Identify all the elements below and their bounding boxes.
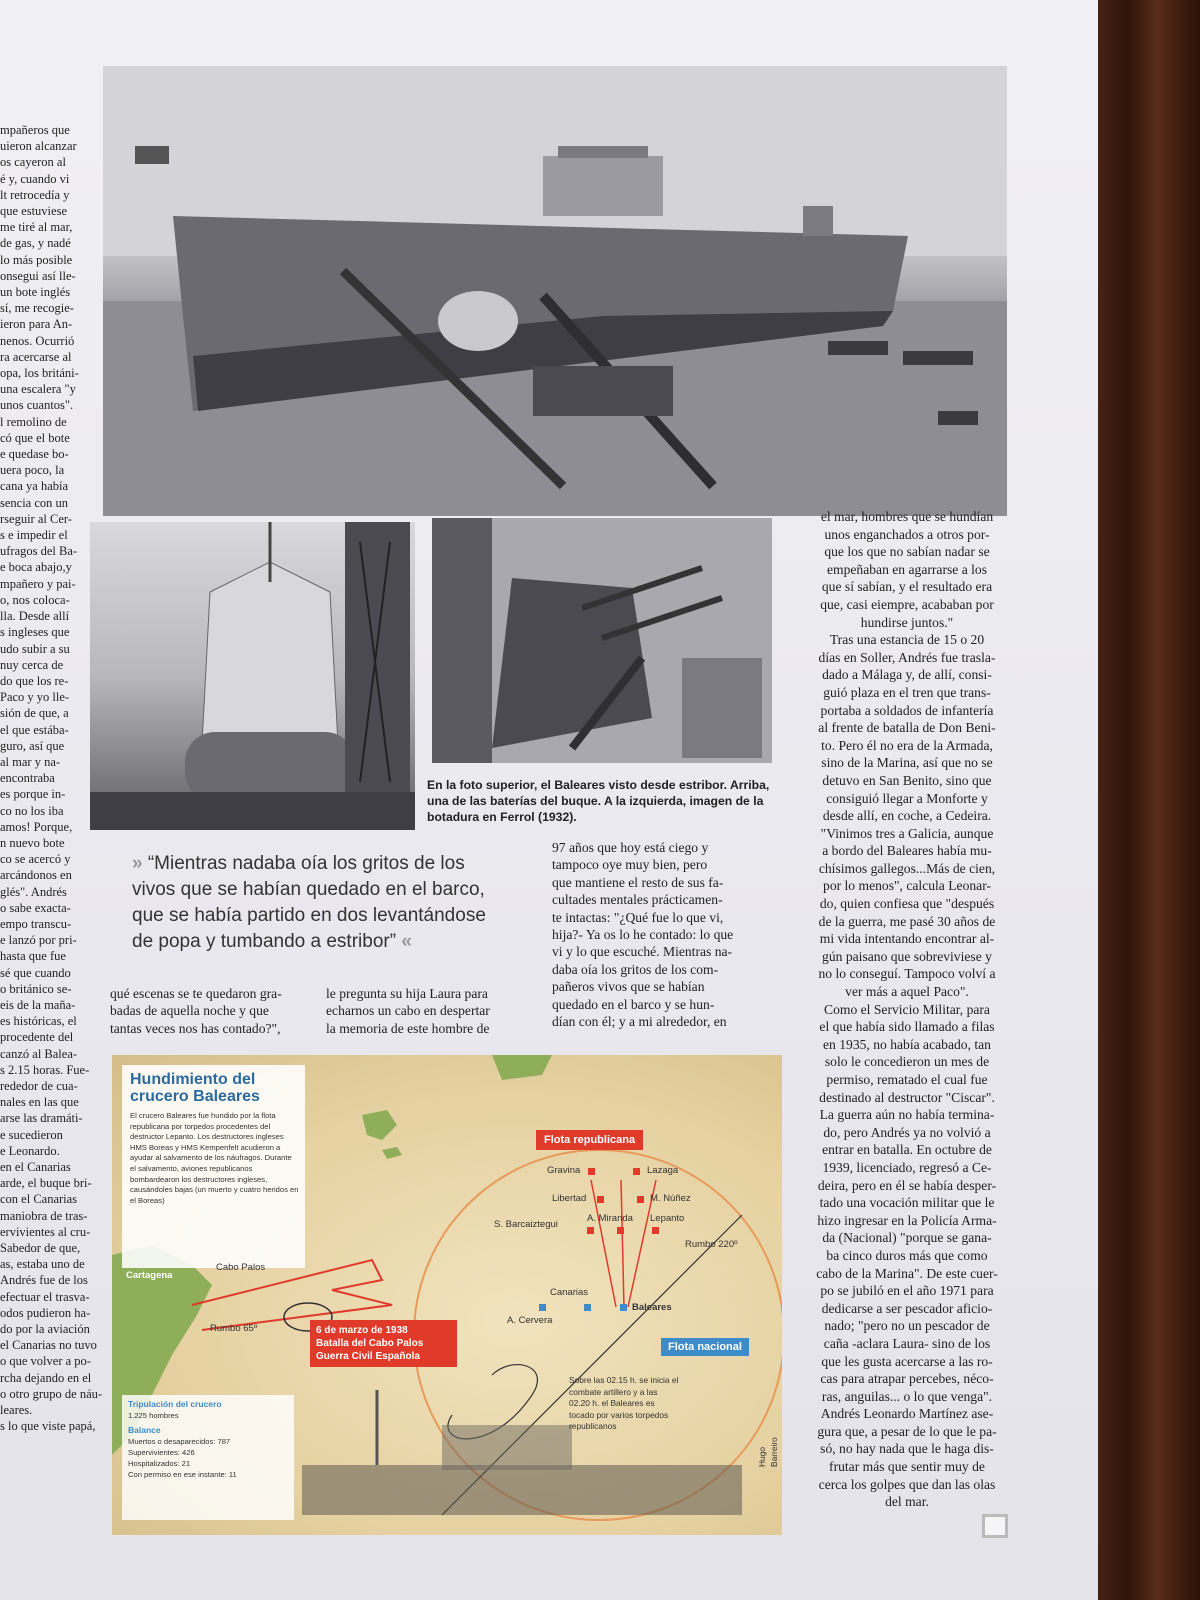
ship-marker xyxy=(597,1196,604,1203)
text-line: dedicarse a ser pescador aficio- xyxy=(821,1300,993,1316)
text-line: canzó al Balea- xyxy=(0,1046,78,1061)
text-line: e Leonardo. xyxy=(0,1143,60,1158)
text-line: lo más posible xyxy=(0,252,73,267)
text-line: l remolino de xyxy=(0,414,67,429)
infographic-title-1: Hundimiento del xyxy=(130,1071,256,1088)
text-line: sé que cuando xyxy=(0,965,71,980)
date-line: 6 de marzo de 1938 xyxy=(316,1325,408,1336)
text-line: una escalera "y xyxy=(0,382,76,397)
date-battle-box xyxy=(310,1320,457,1367)
text-line: guió plaza en el tren que trans- xyxy=(823,684,991,700)
war-line: Guerra Civil Española xyxy=(316,1351,420,1362)
text-line: a bordo del Baleares había mu- xyxy=(822,843,992,859)
text-line: unos enganchados a otros por- xyxy=(824,526,990,542)
text-line: del mar. xyxy=(885,1494,929,1510)
text-line: cerca los golpes que dan las olas xyxy=(818,1476,996,1492)
text-line: ba cinco duros más que como xyxy=(826,1247,988,1263)
ship-gravina: Gravina xyxy=(547,1165,581,1176)
text-line: ras, anguilas... o lo que venga". xyxy=(821,1388,993,1404)
pull-quote-text: “Mientras nadaba oía los gritos de los vivos que se habían quedado en el barco, que se había partido en dos levantándose de popa y tumbando a estribor” xyxy=(132,853,486,952)
ship-marker xyxy=(620,1304,627,1311)
text-line: ver más a aquel Paco". xyxy=(845,984,969,1000)
text-line: rcha dejando en el xyxy=(0,1370,92,1385)
text-line: lt retrocedía y xyxy=(0,187,70,202)
balance-item: Supervivientes: 426 xyxy=(128,1448,195,1457)
ship-baleares: Baleares xyxy=(632,1302,672,1313)
text-line: el que había sido llamado a filas xyxy=(819,1019,995,1035)
text-line: cabo de la Marina". De este cuer- xyxy=(816,1265,998,1281)
text-line: detuvo en San Benito, sino que xyxy=(822,772,992,788)
crew-value: 1.225 hombres xyxy=(128,1411,179,1420)
text-line: eis de la maña- xyxy=(0,997,76,1012)
text-line: có que el bote xyxy=(0,430,70,445)
mid-text-col1 xyxy=(110,985,310,1037)
flota-republicana-label: Flota republicana xyxy=(536,1130,643,1150)
text-line: sencia con un xyxy=(0,495,69,510)
text-line: o que volver a po- xyxy=(0,1354,91,1369)
text-line: tantas veces nos has contado?", xyxy=(110,1020,281,1036)
ship-battery-photo xyxy=(432,518,772,763)
text-line: empo transcu- xyxy=(0,916,72,931)
ship-libertad: Libertad xyxy=(552,1193,587,1204)
text-line: leares. xyxy=(0,1403,33,1418)
battle-line: Batalla del Cabo Palos xyxy=(316,1338,424,1349)
text-line: onsegui así lle- xyxy=(0,268,76,283)
infographic-intro: El crucero Baleares fue hundido por la flota republicana por torpedos procedentes del destructor Lepanto. Los destructores ingleses HMS Boreas y HMS Kempenfelt acudieron a ayudar al salvamento de los náufragos. Durante el salvamento, aviones republicanos bombardearon los destructores ingleses, causándoles bajas (un muerto y cuatro heridos en el Boreas) xyxy=(130,1111,299,1205)
text-line: quedado en el barco y se hun- xyxy=(552,996,715,1012)
text-line: ufragos del Ba- xyxy=(0,544,78,559)
rumbo-220: Rumbo 220º xyxy=(685,1239,738,1250)
text-line: ervivientes al cru- xyxy=(0,1224,91,1239)
ship-marker xyxy=(637,1196,644,1203)
text-line: s ingleses que xyxy=(0,625,70,640)
text-line: da (Nacional) "porque se gana- xyxy=(822,1230,992,1246)
graphic-credit: Hugo Barreiro xyxy=(757,1437,779,1467)
text-line: destinado al destructor "Ciscar". xyxy=(819,1089,995,1105)
text-line: en el Canarias xyxy=(0,1160,71,1174)
text-line: el mar, hombres que se hundían xyxy=(820,509,994,524)
ship-m-nunez: M. Núñez xyxy=(650,1193,691,1204)
mid-text-col2 xyxy=(326,985,546,1037)
text-line: Andrés Leonardo Martínez ase- xyxy=(820,1406,994,1422)
ship-marker xyxy=(652,1227,659,1234)
text-line: que, casi eiempre, acababan por xyxy=(820,596,994,612)
text-line: s e impedir el xyxy=(0,528,68,543)
text-line: gún paisano que sobreviviese y xyxy=(822,948,992,964)
text-line: me tiré al mar, xyxy=(0,220,73,235)
text-line: udo subir a su xyxy=(0,641,70,656)
text-line: efectuar el trasva- xyxy=(0,1289,90,1304)
ship-lazaga: Lazaga xyxy=(647,1165,679,1176)
text-line: é y, cuando vi xyxy=(0,171,70,186)
balance-item: Muertos o desaparecidos: 787 xyxy=(128,1437,231,1446)
text-line: do, quien confiesa que "después xyxy=(819,896,995,912)
text-line: e boca abajo,y xyxy=(0,560,72,575)
text-line: rseguir al Cer- xyxy=(0,511,72,526)
text-line: cultades mentales prácticamen- xyxy=(552,892,723,908)
text-line: unos cuantos". xyxy=(0,398,74,413)
text-line: maniobra de tras- xyxy=(0,1208,88,1223)
text-line: e lanzó por pri- xyxy=(0,933,77,948)
text-line: amos! Porque, xyxy=(0,819,73,834)
ship-a-cervera: A. Cervera xyxy=(507,1315,553,1326)
text-line: o, nos coloca- xyxy=(0,592,70,607)
text-line: rededor de cua- xyxy=(0,1078,78,1093)
text-line: opa, los británi- xyxy=(0,366,79,381)
ship-s-barcaiztegui: S. Barcaiztegui xyxy=(494,1219,558,1230)
text-line: qué escenas se te quedaron gra- xyxy=(110,986,282,1001)
text-line: cana ya había xyxy=(0,479,69,494)
text-line: que los que no sabían nadar se xyxy=(824,544,990,560)
text-line: s lo que viste papá, xyxy=(0,1419,96,1434)
text-line: nuy cerca de xyxy=(0,657,64,672)
text-line: sí, me recogie- xyxy=(0,301,74,316)
text-line: solo le concedieron un mes de xyxy=(824,1054,990,1070)
text-line: Como el Servicio Militar, para xyxy=(824,1001,990,1017)
ship-marker xyxy=(587,1227,594,1234)
text-line: dado a Málaga y, de allí, consi- xyxy=(822,667,992,683)
text-line: "Vinimos tres a Galicia, aunque xyxy=(820,825,994,841)
text-line: es históricas, el xyxy=(0,1014,77,1029)
text-line: to. Pero él no era de la Armada, xyxy=(821,737,993,753)
text-line: echarnos un cabo en despertar xyxy=(326,1003,490,1019)
text-line: Paco y yo lle- xyxy=(0,690,70,705)
text-line: os cayeron al xyxy=(0,155,66,170)
text-line: 1939, licenciado, regresó a Ce- xyxy=(822,1159,992,1175)
text-line: chísimos gallegos...Más de cien, xyxy=(818,860,996,876)
text-line: hija?- Ya os lo he contado: lo que xyxy=(552,927,734,943)
baleares-starboard-photo xyxy=(103,66,1007,516)
crew-title: Tripulación del crucero xyxy=(128,1399,222,1409)
text-line: cas para atrapar percebes, néco- xyxy=(820,1371,994,1387)
text-line: s 2.15 horas. Fue- xyxy=(0,1062,90,1077)
text-line: te intactas: "¿Qué fue lo que vi, xyxy=(552,909,724,925)
text-line: al mar y na- xyxy=(0,754,61,769)
balance-item: Hospitalizados: 21 xyxy=(128,1459,191,1468)
text-line: es porque in- xyxy=(0,787,66,802)
text-line: deira, pero en él se había desper- xyxy=(817,1177,997,1193)
text-line: e sucedieron xyxy=(0,1127,63,1142)
text-line: ieron para An- xyxy=(0,317,73,332)
text-line: n nuevo bote xyxy=(0,835,65,850)
text-line: le pregunta su hija Laura para xyxy=(326,986,488,1001)
text-line: do, pero Andrés ya no volvió a xyxy=(823,1124,991,1140)
text-line: po se jubiló en el año 1971 para xyxy=(820,1283,994,1299)
place-cartagena: Cartagena xyxy=(126,1270,173,1281)
text-line: do por la aviación xyxy=(0,1322,90,1337)
text-line: consiguió llegar a Monforte y xyxy=(826,790,988,806)
ship-a-miranda: A. Miranda xyxy=(587,1213,633,1224)
text-line: hasta que fue xyxy=(0,949,66,964)
text-line: Tras una estancia de 15 o 20 xyxy=(829,632,985,648)
text-line: gura que, a pesar de lo que le pa- xyxy=(817,1423,997,1439)
text-line: portaba a soldados de infantería xyxy=(820,702,994,718)
text-line: o británico se- xyxy=(0,981,72,996)
text-line: empeñaban en agarrarse a los xyxy=(826,561,988,577)
text-line: el que estába- xyxy=(0,722,69,737)
text-line: mi vida intentando encontrar al- xyxy=(819,931,995,947)
text-line: permiso, rematado el cual fue xyxy=(826,1072,988,1087)
text-line: uieron alcanzar xyxy=(0,139,77,154)
text-line: badas de aquella noche y que xyxy=(110,1003,269,1019)
text-line: do que los re- xyxy=(0,673,69,688)
text-line: arse las dramáti- xyxy=(0,1111,83,1126)
launch-ferrol-photo xyxy=(90,522,415,830)
text-line: ra acercarse al xyxy=(0,349,72,364)
text-line: con el Canarias xyxy=(0,1192,78,1207)
ship-marker xyxy=(617,1227,624,1234)
text-line: caña -aclara Laura- sino de los xyxy=(823,1335,991,1351)
right-text-column xyxy=(792,508,1022,1511)
text-line: o otro grupo de náu- xyxy=(0,1386,103,1401)
text-line: tado una vocación militar que le xyxy=(819,1195,995,1211)
text-line: no lo conseguí. Tampoco volví a xyxy=(818,966,996,982)
balance-item: Con permiso en ese instante: 11 xyxy=(128,1470,237,1479)
flota-nacional-label: Flota nacional xyxy=(661,1338,749,1356)
text-line: que sí sabían, y el resultado era xyxy=(821,579,993,595)
text-line: Sabedor de que, xyxy=(0,1241,81,1256)
combat-note: Sobre las 02.15 h. se inicia el combate artillero y a las 02.20 h. el Baleares es tocado por varios torpedos republicanos xyxy=(569,1375,679,1431)
text-line: pañeros vivos que se habían xyxy=(552,979,705,995)
text-line: hizo ingresar en la Policía Arma- xyxy=(817,1212,997,1228)
text-line: tampoco oye muy bien, pero xyxy=(552,857,708,873)
quote-open-mark: » xyxy=(132,853,143,874)
text-line: hundirse juntos." xyxy=(860,614,954,630)
wooden-table-background xyxy=(1095,0,1200,1600)
photo-caption: En la foto superior, el Baleares visto desde estribor. Arriba, una de las baterías del buque. A la izquierda, imagen de la botadura en Ferrol (1932). xyxy=(427,778,770,824)
text-line: odos pudieron ha- xyxy=(0,1305,91,1320)
text-line: 97 años que hoy está ciego y xyxy=(552,840,709,855)
quote-close-mark: « xyxy=(401,931,412,952)
balance-title: Balance xyxy=(128,1425,161,1435)
text-line: en 1935, no había acabado, tan xyxy=(823,1036,991,1052)
ship-canarias: Canarias xyxy=(550,1287,589,1298)
text-line: daba oía los gritos de los com- xyxy=(552,961,719,977)
text-line: el Canarias no tuvo xyxy=(0,1338,97,1353)
text-line: al frente de batalla de Don Beni- xyxy=(818,720,996,736)
text-line: uera poco, la xyxy=(0,463,65,478)
text-line: guro, así que xyxy=(0,738,65,753)
ship-marker xyxy=(633,1168,640,1175)
text-line: sión de que, a xyxy=(0,706,69,721)
text-line: o sabe exacta- xyxy=(0,900,71,915)
ship-lepanto: Lepanto xyxy=(650,1213,685,1224)
text-line: un bote inglés xyxy=(0,285,71,300)
text-line: co se acercó y xyxy=(0,852,71,867)
text-line: procedente del xyxy=(0,1030,74,1045)
text-line: lla. Desde allí xyxy=(0,609,70,624)
text-line: arcándonos en xyxy=(0,868,72,883)
text-line: encontraba xyxy=(0,771,55,786)
text-line: sino de la Marina, así que no se xyxy=(821,755,993,771)
mid-text-col3 xyxy=(552,839,782,1030)
text-line: arde, el buque bri- xyxy=(0,1176,92,1191)
text-line: co no los iba xyxy=(0,803,64,818)
text-line: só, no hay nada que le haga dis- xyxy=(820,1441,994,1457)
infographic-title-2: crucero Baleares xyxy=(130,1088,260,1105)
text-line: por lo menos", calcula Leonar- xyxy=(823,878,991,894)
text-line: as, estaba uno de xyxy=(0,1257,85,1272)
crew-stats-box xyxy=(122,1395,294,1520)
text-line: entrar en batalla. En octubre de xyxy=(822,1142,992,1158)
text-line: desde allí, en coche, a Cedeira. xyxy=(822,808,992,824)
text-line: dían con él; y a mi alrededor, en xyxy=(552,1014,727,1030)
text-line: glés". Andrés xyxy=(0,884,67,899)
sinking-infographic xyxy=(112,1055,782,1535)
infographic-info-box xyxy=(122,1065,305,1268)
text-line: la memoria de este hombre de xyxy=(326,1020,490,1036)
text-line: mpañero y pai- xyxy=(0,576,76,591)
text-line: nado; "pero no un pescador de xyxy=(824,1318,990,1334)
text-line: mpañeros que xyxy=(0,123,70,137)
pull-quote xyxy=(132,851,497,955)
text-line: que les gusta acercarse a las ro- xyxy=(821,1353,993,1369)
text-line: La guerra aún no había termina- xyxy=(819,1107,995,1123)
ship-marker xyxy=(588,1168,595,1175)
ship-marker xyxy=(539,1304,546,1311)
ship-marker xyxy=(584,1304,591,1311)
text-line: Andrés fue de los xyxy=(0,1273,88,1288)
rumbo-65: Rumbo 65º xyxy=(210,1323,258,1334)
text-line: e quedase bo- xyxy=(0,447,69,462)
text-line: que mantiene el resto de sus fa- xyxy=(552,874,724,890)
text-line: nenos. Ocurrió xyxy=(0,333,75,348)
text-line: de la guerra, me pasé 30 años de xyxy=(818,913,996,929)
text-line: nales en las que xyxy=(0,1095,79,1110)
text-line: de gas, y nadé xyxy=(0,236,71,251)
page-end-mark xyxy=(982,1514,1008,1538)
text-line: que estuviese xyxy=(0,204,67,219)
text-line: frutar más que sentir muy de xyxy=(829,1459,985,1475)
text-line: vi y lo que escuché. Mientras na- xyxy=(552,944,733,960)
place-cabo-palos: Cabo Palos xyxy=(216,1262,266,1273)
text-line: días en Soller, Andrés fue trasla- xyxy=(818,649,996,665)
